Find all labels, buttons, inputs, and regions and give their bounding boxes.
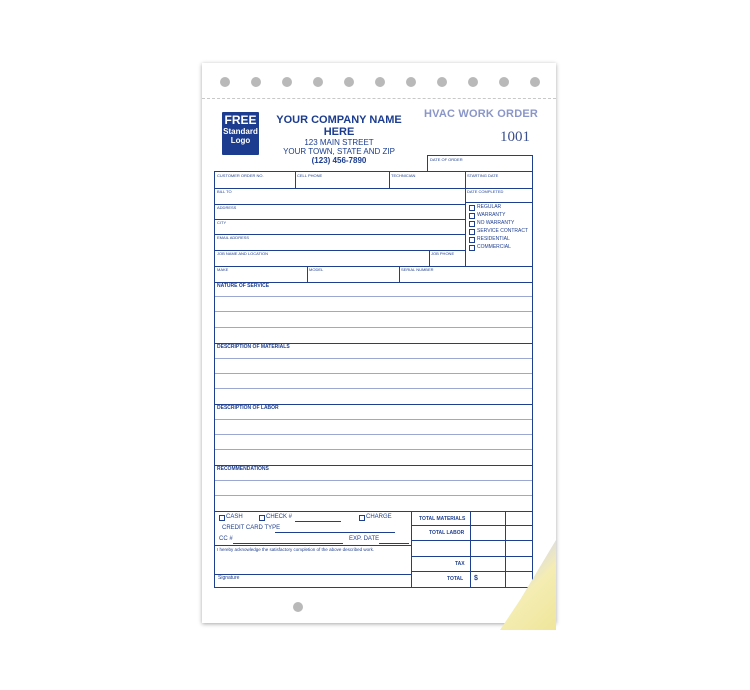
email-label: EMAIL ADDRESS (217, 235, 250, 240)
binding-hole (375, 77, 385, 87)
exp-date-label: EXP. DATE (349, 536, 380, 542)
form-number: 1001 (500, 129, 530, 145)
logo-free-text: FREE (224, 113, 257, 127)
bill-to-label: BILL TO (217, 189, 232, 194)
starting-date-label: STARTING DATE (467, 173, 499, 178)
total-labor-label: TOTAL LABOR (429, 530, 465, 536)
regular-checkbox[interactable] (469, 205, 475, 211)
check-label: CHECK # (266, 514, 293, 520)
card-type-line[interactable] (275, 532, 395, 533)
company-logo (222, 112, 259, 155)
service-contract-option: SERVICE CONTRACT (477, 228, 529, 234)
form-title: HVAC WORK ORDER (424, 108, 539, 120)
text-line (215, 373, 532, 374)
binding-hole (530, 77, 540, 87)
row-line (215, 266, 532, 267)
currency-symbol: $ (474, 575, 478, 582)
text-line (215, 311, 532, 312)
customer-order-no-label: CUSTOMER ORDER NO. (217, 173, 264, 178)
divider (465, 172, 466, 266)
serial-number-label: SERIAL NUMBER (401, 267, 434, 272)
row-line (411, 571, 532, 572)
company-address2: YOUR TOWN, STATE AND ZIP (283, 147, 395, 156)
row-line (411, 556, 532, 557)
service-contract-checkbox[interactable] (469, 229, 475, 235)
text-line (215, 358, 532, 359)
binding-hole (468, 77, 478, 87)
date-of-order-box[interactable] (427, 155, 533, 172)
divider (505, 511, 506, 587)
no-warranty-option: NO WARRANTY (477, 220, 515, 226)
company-name: YOUR COMPANY NAME HERE (276, 114, 402, 138)
total-materials-label: TOTAL MATERIALS (419, 516, 466, 522)
make-label: MAKE (217, 267, 229, 272)
binding-hole (406, 77, 416, 87)
charge-checkbox[interactable] (359, 515, 365, 521)
bottom-hole (293, 602, 303, 612)
row-line (215, 219, 465, 220)
binding-hole (344, 77, 354, 87)
work-order-form (202, 63, 556, 623)
address-label: ADDRESS (217, 205, 237, 210)
signature-line[interactable] (215, 574, 411, 575)
binding-hole (313, 77, 323, 87)
text-line (215, 434, 532, 435)
date-of-order-label: DATE OF ORDER (430, 157, 463, 162)
logo-line1: Standard (223, 127, 258, 136)
row-line (411, 525, 532, 526)
commercial-option: COMMERCIAL (477, 244, 511, 250)
company-info (264, 114, 414, 165)
text-line (215, 495, 532, 496)
recommendations-heading: RECOMMENDATIONS (217, 466, 269, 472)
divider (295, 172, 296, 188)
row-line (215, 204, 465, 205)
text-line (215, 296, 532, 297)
binding-hole (251, 77, 261, 87)
text-line (215, 388, 532, 389)
residential-option: RESIDENTIAL (477, 236, 510, 242)
company-address1: 123 MAIN STREET (304, 138, 374, 147)
warranty-option: WARRANTY (477, 212, 506, 218)
divider (470, 511, 471, 587)
text-line (215, 327, 532, 328)
city-label: CITY (217, 220, 227, 225)
signature-label: Signature (218, 575, 240, 581)
binding-hole (282, 77, 292, 87)
charge-label: CHARGE (366, 514, 392, 520)
credit-card-type-label: CREDIT CARD TYPE (222, 525, 281, 531)
date-completed-label: DATE COMPLETED (467, 189, 504, 194)
exp-date-line[interactable] (379, 543, 409, 544)
binding-holes (202, 77, 556, 91)
no-warranty-checkbox[interactable] (469, 221, 475, 227)
binding-hole (437, 77, 447, 87)
residential-checkbox[interactable] (469, 237, 475, 243)
cc-number-line[interactable] (233, 543, 343, 544)
tax-label: TAX (455, 561, 465, 567)
binding-hole (220, 77, 230, 87)
job-phone-label: JOB PHONE (431, 251, 455, 256)
nature-of-service-heading: NATURE OF SERVICE (217, 283, 270, 289)
row-line (465, 202, 532, 203)
perforation-line (202, 98, 556, 99)
text-line (215, 480, 532, 481)
labor-heading: DESCRIPTION OF LABOR (217, 405, 279, 411)
cash-checkbox[interactable] (219, 515, 225, 521)
divider (389, 172, 390, 188)
acknowledgement-text: I hereby acknowledge the satisfactory completion of the above described work. (217, 547, 375, 552)
divider (307, 266, 308, 282)
form-body (214, 171, 533, 588)
check-number-line[interactable] (295, 521, 341, 522)
logo-line2: Logo (230, 136, 251, 145)
regular-option: REGULAR (477, 204, 502, 210)
divider (399, 266, 400, 282)
cash-label: CASH (226, 514, 243, 520)
cell-phone-label: CELL PHONE (297, 173, 323, 178)
divider (429, 250, 430, 266)
materials-heading: DESCRIPTION OF MATERIALS (217, 344, 290, 350)
technician-label: TECHNICIAN (391, 173, 416, 178)
check-checkbox[interactable] (259, 515, 265, 521)
model-label: MODEL (309, 267, 324, 272)
row-line (215, 234, 465, 235)
divider (411, 511, 412, 587)
row-line (215, 545, 411, 546)
row-line (411, 540, 532, 541)
company-phone: (123) 456-7890 (311, 156, 367, 165)
cc-label: CC # (219, 536, 233, 542)
job-name-label: JOB NAME AND LOCATION (217, 251, 269, 256)
commercial-checkbox[interactable] (469, 245, 475, 251)
binding-hole (499, 77, 509, 87)
warranty-checkbox[interactable] (469, 213, 475, 219)
text-line (215, 449, 532, 450)
text-line (215, 419, 532, 420)
section-line (215, 511, 532, 512)
total-label: TOTAL (447, 576, 464, 582)
